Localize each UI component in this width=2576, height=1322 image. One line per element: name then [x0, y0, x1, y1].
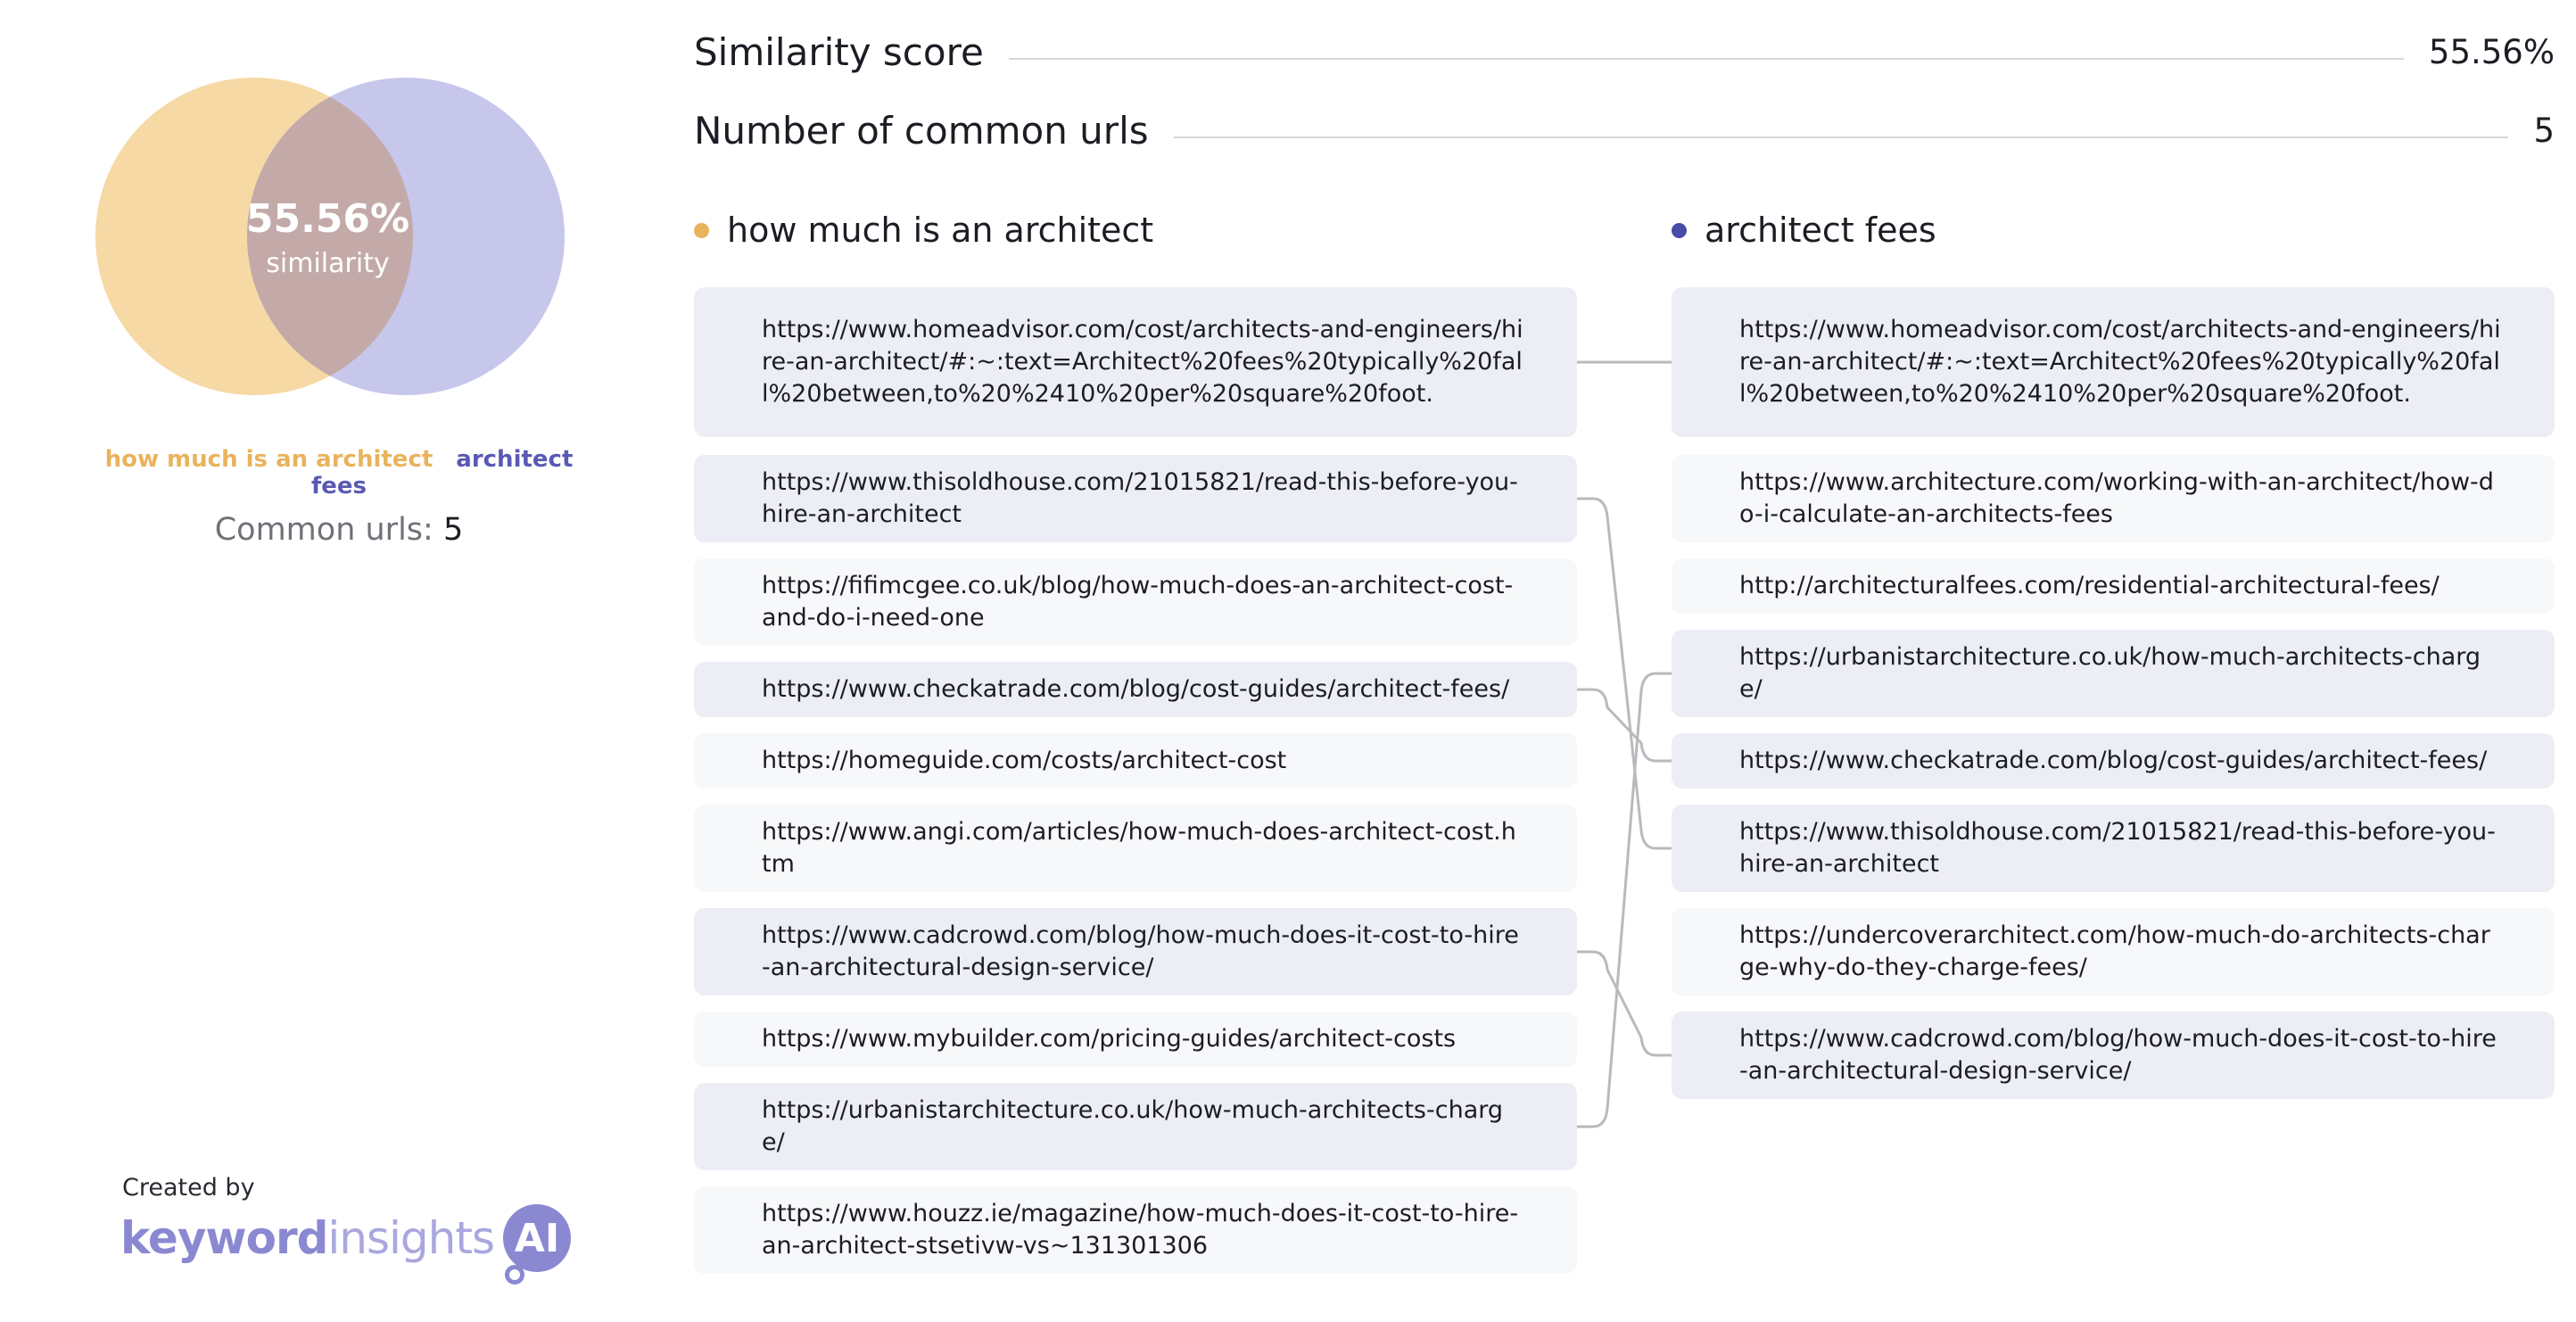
right-url-text: https://undercoverarchitect.com/how-much-do-architects-charge-why-do-they-charge-fees/: [1739, 921, 2490, 981]
connector-line: [1577, 690, 1672, 761]
left-url-item[interactable]: [694, 1186, 1577, 1274]
connector-line: [1577, 673, 1672, 1127]
right-url-item[interactable]: [1672, 733, 2555, 789]
left-keyword-title: how much is an architect: [727, 211, 1154, 250]
right-url-text: https://www.thisoldhouse.com/21015821/read-this-before-you-hire-an-architect: [1739, 818, 2496, 878]
right-keyword-title: architect fees: [1705, 211, 1936, 250]
similarity-score-divider: [1009, 58, 2404, 60]
common-urls-summary: [89, 512, 589, 548]
similarity-score-label: Similarity score: [694, 30, 984, 74]
left-url-text: https://www.cadcrowd.com/blog/how-much-does-it-cost-to-hire-an-architectural-design-service/: [762, 921, 1519, 981]
venn-percentage: 55.56%: [245, 196, 410, 242]
right-url-text: https://www.architecture.com/working-with-an-architect/how-do-i-calculate-an-architects-fees: [1739, 468, 2494, 528]
right-url-text: https://www.homeadvisor.com/cost/architects-and-engineers/hire-an-architect/#:~:text=Architect%20fees%20typically%20fall%20between,to%20%2410%20per%20square%20foot.: [1739, 316, 2501, 408]
common-urls-row-label: Number of common urls: [694, 109, 1149, 153]
common-urls-label: Common urls:: [214, 512, 433, 548]
left-url-item[interactable]: [694, 455, 1577, 542]
left-url-text: https://www.houzz.ie/magazine/how-much-does-it-cost-to-hire-an-architect-stsetivw-vs~131301306: [762, 1200, 1519, 1260]
url-connectors: [1570, 285, 1677, 1142]
common-urls-divider: [1174, 136, 2509, 138]
common-urls-row-value: 5: [2533, 112, 2555, 150]
logo-text-light: insights: [327, 1212, 495, 1264]
similarity-score-value: 55.56%: [2428, 33, 2555, 71]
right-url-item[interactable]: [1672, 455, 2555, 542]
right-url-item[interactable]: [1672, 287, 2555, 437]
logo-badge-tail: [505, 1265, 524, 1285]
similarity-score-row: [694, 30, 2555, 74]
legend-right-keyword: architect fees: [310, 446, 574, 500]
right-url-item[interactable]: [1672, 908, 2555, 996]
left-keyword-dot-icon: [694, 223, 709, 238]
left-url-text: https://www.thisoldhouse.com/21015821/read-this-before-you-hire-an-architect: [762, 468, 1518, 528]
left-url-text: https://www.angi.com/articles/how-much-does-architect-cost.htm: [762, 818, 1516, 878]
right-url-item[interactable]: [1672, 558, 2555, 614]
logo-ai-badge: [503, 1204, 571, 1272]
right-keyword-dot-icon: [1672, 223, 1687, 238]
left-url-item[interactable]: [694, 287, 1577, 437]
right-keyword-header: [1672, 211, 1936, 250]
left-url-item[interactable]: [694, 733, 1577, 789]
right-url-text: https://www.cadcrowd.com/blog/how-much-does-it-cost-to-hire-an-architectural-design-service/: [1739, 1025, 2497, 1085]
keywordinsights-logo: [120, 1202, 571, 1274]
left-url-text: https://www.homeadvisor.com/cost/architects-and-engineers/hire-an-architect/#:~:text=Architect%20fees%20typically%20fall%20between,to%20%2410%20per%20square%20foot.: [762, 316, 1523, 408]
venn-legend: [89, 446, 589, 500]
logo-text-bold: keyword: [120, 1212, 328, 1264]
left-url-item[interactable]: [694, 558, 1577, 646]
venn-similarity-label: similarity: [266, 248, 390, 279]
legend-left-keyword: how much is an architect: [104, 446, 433, 473]
left-url-item[interactable]: [694, 1083, 1577, 1170]
common-urls-row: [694, 109, 2555, 153]
left-url-item[interactable]: [694, 1012, 1577, 1067]
right-url-item[interactable]: [1672, 805, 2555, 892]
logo-ai-text: AI: [514, 1215, 560, 1261]
left-url-item[interactable]: [694, 662, 1577, 717]
left-url-text: https://homeguide.com/costs/architect-cost: [762, 747, 1287, 774]
left-url-text: https://fifimcgee.co.uk/blog/how-much-does-an-architect-cost-and-do-i-need-one: [762, 572, 1514, 632]
left-keyword-header: [694, 211, 1153, 250]
right-url-item[interactable]: [1672, 1012, 2555, 1099]
right-url-item[interactable]: [1672, 630, 2555, 717]
left-url-item[interactable]: [694, 908, 1577, 996]
common-urls-value: 5: [442, 512, 464, 548]
connector-line: [1577, 952, 1672, 1055]
left-url-item[interactable]: [694, 805, 1577, 892]
left-url-text: https://urbanistarchitecture.co.uk/how-much-architects-charge/: [762, 1096, 1504, 1156]
created-by-label: Created by: [122, 1174, 255, 1202]
left-url-text: https://www.checkatrade.com/blog/cost-guides/architect-fees/: [762, 675, 1510, 703]
right-url-text: https://urbanistarchitecture.co.uk/how-much-architects-charge/: [1739, 643, 2481, 703]
left-url-text: https://www.mybuilder.com/pricing-guides/architect-costs: [762, 1025, 1457, 1053]
right-url-text: https://www.checkatrade.com/blog/cost-guides/architect-fees/: [1739, 747, 2488, 774]
right-url-text: http://architecturalfees.com/residential-architectural-fees/: [1739, 572, 2440, 599]
